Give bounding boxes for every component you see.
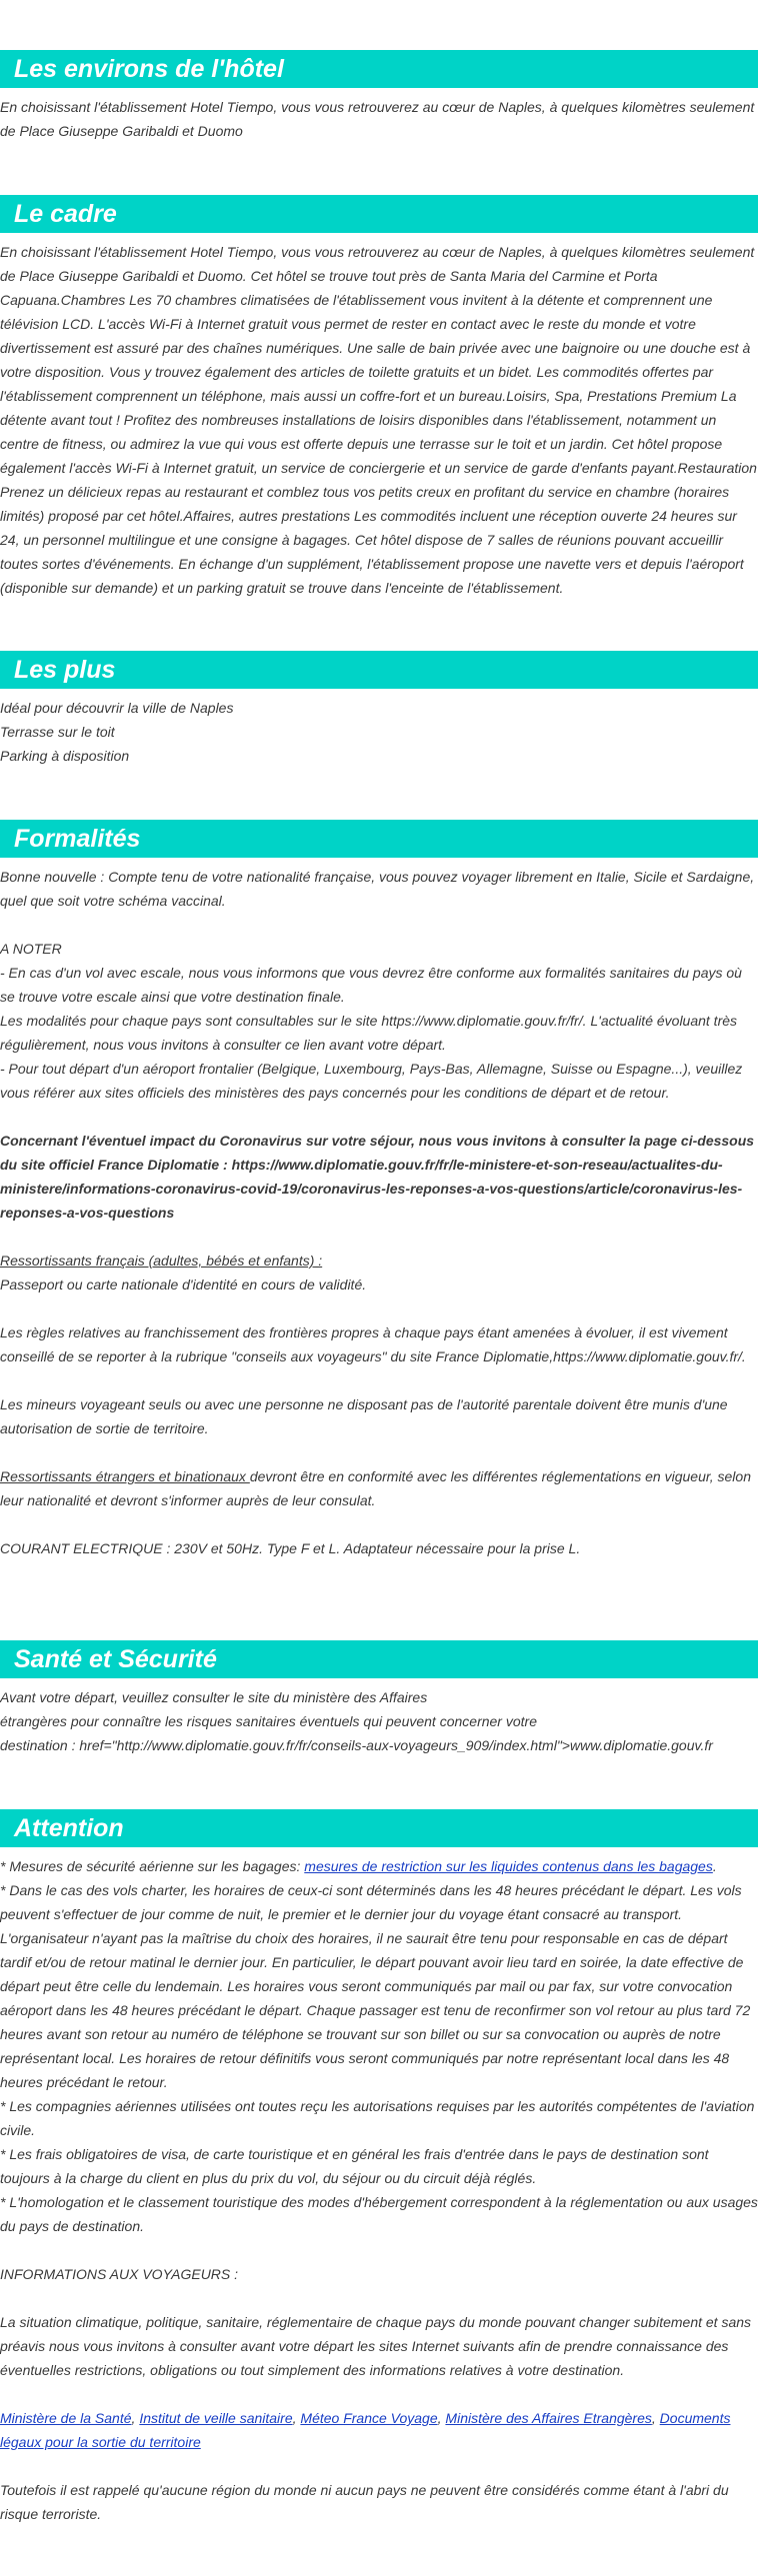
link-documents-legaux[interactable]: Documents légaux pour la sortie du territoire — [0, 2410, 731, 2450]
section-cadre — [0, 195, 758, 600]
plus-item: Idéal pour découvrir la ville de Naples — [0, 700, 234, 716]
cadre-text: En choisissant l'établissement Hotel Tiempo, vous vous retrouverez au cœur de Naples, à quelques kilomètres seulement de Place Giuseppe Garibaldi et Duomo. Cet hôtel se trouve tout près de Santa Maria del Carmine et Porta Capuana.Chambres Les 70 chambres climatisées de l'établissement vous invitent à la détente et comprennent une télévision LCD. L'accès Wi-Fi à Internet gratuit vous permet de rester en contact avec le reste du monde et votre divertissement est assuré par des chaînes numériques. Une salle de bain privée avec une baignoire ou une douche est à votre disposition. Vous y trouvez également des articles de toilette gratuits et un bidet. Les commodités offertes par l'établissement comprennent un téléphone, mais aussi un coffre-fort et un bureau.Loisirs, Spa, Prestations Premium La détente avant tout ! Profitez des nombreuses installations de loisirs disponibles dans l'établissement, notamment un centre de fitness, ou admirez la vue qui vous est offerte depuis une terrasse sur le toit et un jardin. Cet hôtel propose également l'accès Wi-Fi à Internet gratuit, un service de conciergerie et un service de garde d'enfants payant.Restauration Prenez un délicieux repas au restaurant et comblez tous vos petits creux en profitant du service en chambre (horaires limités) proposé par cet hôtel.Affaires, autres prestations Les commodités incluent une réception ouverte 24 heures sur 24, un personnel multilingue et une consigne à bagages. Cet hôtel dispose de 7 salles de réunions pouvant accueillir toutes sortes d'événements. En échange d'un supplément, l'établissement propose une navette vers et depuis l'aéroport (disponible sur demande) et un parking gratuit se trouve dans l'enceinte de l'établissement. — [0, 244, 757, 596]
section-title-formalites: Formalités — [0, 820, 758, 858]
link-affaires-etrangeres[interactable]: Ministère des Affaires Etrangères — [445, 2410, 652, 2426]
charter-text: * Dans le cas des vols charter, les horaires de ceux-ci sont déterminés dans les 48 heures précédant le départ. Les vols peuvent s'effectuer de jour comme de nuit, le premier et le dernier jour du voyage étant consacré au transport. L'organisateur n'ayant pas la maîtrise du choix des horaires, il ne saurait être tenu pour responsable en cas de départ tardif et/ou de retour matinal le dernier jour. En particulier, le départ pouvant avoir lieu tard en soirée, la date effective de départ peut être celle du lendemain. Les horaires vous seront communiqués par mail ou par fax, sur votre convocation aéroport dans les 48 heures précédant le départ. Chaque passager est tenu de reconfirmer son vol retour au plus tard 72 heures avant son retour au numéro de téléphone se trouvant sur son billet ou sur sa convocation ou auprès de notre représentant local. Les horaires de retour définitifs vous seront communiqués par notre représentant local dans les 48 heures précédant le retour. — [0, 1882, 751, 2090]
plus-item: Parking à disposition — [0, 748, 130, 764]
link-institut-veille[interactable]: Institut de veille sanitaire — [139, 2410, 293, 2426]
note-modalites: Les modalités pour chaque pays sont consultables sur le site https://www.diplomatie.gouv.fr/fr/. L'actualité évoluant très régulièrement, nous vous invitons à consulter ce lien avant votre départ. — [0, 1013, 738, 1053]
info-title: INFORMATIONS AUX VOYAGEURS : — [0, 2266, 239, 2282]
foreign-nationals-heading: Ressortissants étrangers et binationaux — [0, 1468, 250, 1484]
situation-text: La situation climatique, politique, sanitaire, réglementaire de chaque pays du monde pouvant changer subitement et sans préavis nous vous invitons à consulter avant votre départ les sites Internet suivants afin de prendre connaissance des éventuelles restrictions, obligations ou tout simplement des informations relatives à votre destination. — [0, 2314, 752, 2378]
borders-text: Les règles relatives au franchissement des frontières propres à chaque pays étant amenées à évoluer, il est vivement conseillé de se reporter à la rubrique "conseils aux voyageurs" du site France Diplomatie,https://www.diplomatie.gouv.fr/. — [0, 1324, 746, 1364]
french-nationals-heading: Ressortissants français (adultes, bébés et enfants) : — [0, 1253, 323, 1269]
note-title: A NOTER — [0, 941, 62, 957]
sante-line: destination : href="http://www.diplomatie.gouv.fr/fr/conseils-aux-voyageurs_909/index.html">www.diplomatie.gouv.fr — [0, 1737, 713, 1753]
section-sante — [0, 1640, 758, 1757]
section-title-attention: Attention — [0, 1809, 758, 1847]
foreign-nationals — [0, 1464, 758, 1512]
section-plus — [0, 651, 758, 768]
liquids-restriction-link[interactable]: mesures de restriction sur les liquides contenus dans les bagages — [304, 1858, 713, 1874]
section-title-sante: Santé et Sécurité — [0, 1640, 758, 1678]
section-title-environs: Les environs de l'hôtel — [0, 50, 758, 88]
section-environs — [0, 50, 758, 143]
fees-text: * Les frais obligatoires de visa, de carte touristique et en général les frais d'entrée dans le pays de destination sont toujours à la charge du client en plus du prix du vol, du séjour ou du circuit déjà réglés. — [0, 2146, 709, 2186]
minors-text: Les mineurs voyageant seuls ou avec une personne ne disposant pas de l'autorité parentale doivent être munis d'une autorisation de sortie de territoire. — [0, 1396, 728, 1436]
note-frontalier: - Pour tout départ d'un aéroport frontalier (Belgique, Luxembourg, Pays-Bas, Allemagne, Suisse ou Espagne...), veuillez vous référer aux sites officiels des ministères des pays concernés pour les conditions de départ et de retour. — [0, 1061, 743, 1101]
link-ministere-sante[interactable]: Ministère de la Santé — [0, 2410, 132, 2426]
section-title-plus: Les plus — [0, 651, 758, 689]
section-attention — [0, 1809, 758, 2526]
covid-notice: Concernant l'éventuel impact du Coronavirus sur votre séjour, nous vous invitons à consulter la page ci-dessous du site officiel France Diplomatie : https://www.diplomatie.gouv.fr/fr/le-ministere-et-son-reseau/actualites-du-ministere/informations-coronavirus-covid-19/coronavirus-les-reponses-a-vos-questions/article/coronavirus-les-reponses-a-vos-questions — [0, 1133, 755, 1221]
link-meteo-france[interactable]: Méteo France Voyage — [300, 2410, 438, 2426]
plus-item: Terrasse sur le toit — [0, 724, 115, 740]
environs-text: En choisissant l'établissement Hotel Tiempo, vous vous retrouverez au cœur de Naples, à quelques kilomètres seulement de Place Giuseppe Garibaldi et Duomo — [0, 99, 755, 139]
homologation-text: * L'homologation et le classement touristique des modes d'hébergement correspondent à la réglementation ou aux usages du pays de destination. — [0, 2194, 758, 2234]
terrorism-risk-text: Toutefois il est rappelé qu'aucune région du monde ni aucun pays ne peuvent être considérés comme étant à l'abri du risque terroriste. — [0, 2482, 729, 2522]
security-prefix: * Mesures de sécurité aérienne sur les bagages: — [0, 1858, 305, 1874]
section-formalites — [0, 820, 758, 1560]
electric-text: COURANT ELECTRIQUE : 230V et 50Hz. Type F et L. Adaptateur nécessaire pour la prise L. — [0, 1540, 581, 1556]
airlines-text: * Les compagnies aériennes utilisées ont toutes reçu les autorisations requises par les autorités compétentes de l'aviation civile. — [0, 2098, 755, 2138]
sante-line: étrangères pour connaître les risques sanitaires éventuels qui peuvent concerner votre — [0, 1713, 537, 1729]
foreign-nationals-text: devront être en conformité avec les différentes réglementations en vigueur, selon leur nationalité et devront s'informer auprès de leur consulat. — [0, 1468, 751, 1508]
section-title-cadre: Le cadre — [0, 195, 758, 233]
sante-line: Avant votre départ, veuillez consulter le site du ministère des Affaires — [0, 1689, 428, 1705]
french-nationals-text: Passeport ou carte nationale d'identité en cours de validité. — [0, 1277, 367, 1292]
security-measures: * Mesures de sécurité aérienne sur les bagages: mesures de restriction sur les liquides contenus dans les bagages. — [0, 1858, 717, 1874]
resource-links: Ministère de la Santé, Institut de veille sanitaire, Méteo France Voyage, Ministère des Affaires Etrangères, Documents légaux pour la sortie du territoire — [0, 2410, 731, 2450]
formalites-intro: Bonne nouvelle : Compte tenu de votre nationalité française, vous pouvez voyager librement en Italie, Sicile et Sardaigne, quel que soit votre schéma vaccinal. — [0, 869, 755, 909]
note-escale: - En cas d'un vol avec escale, nous vous informons que vous devrez être conforme aux formalités sanitaires du pays où se trouve votre escale ainsi que votre destination finale. — [0, 965, 742, 1005]
